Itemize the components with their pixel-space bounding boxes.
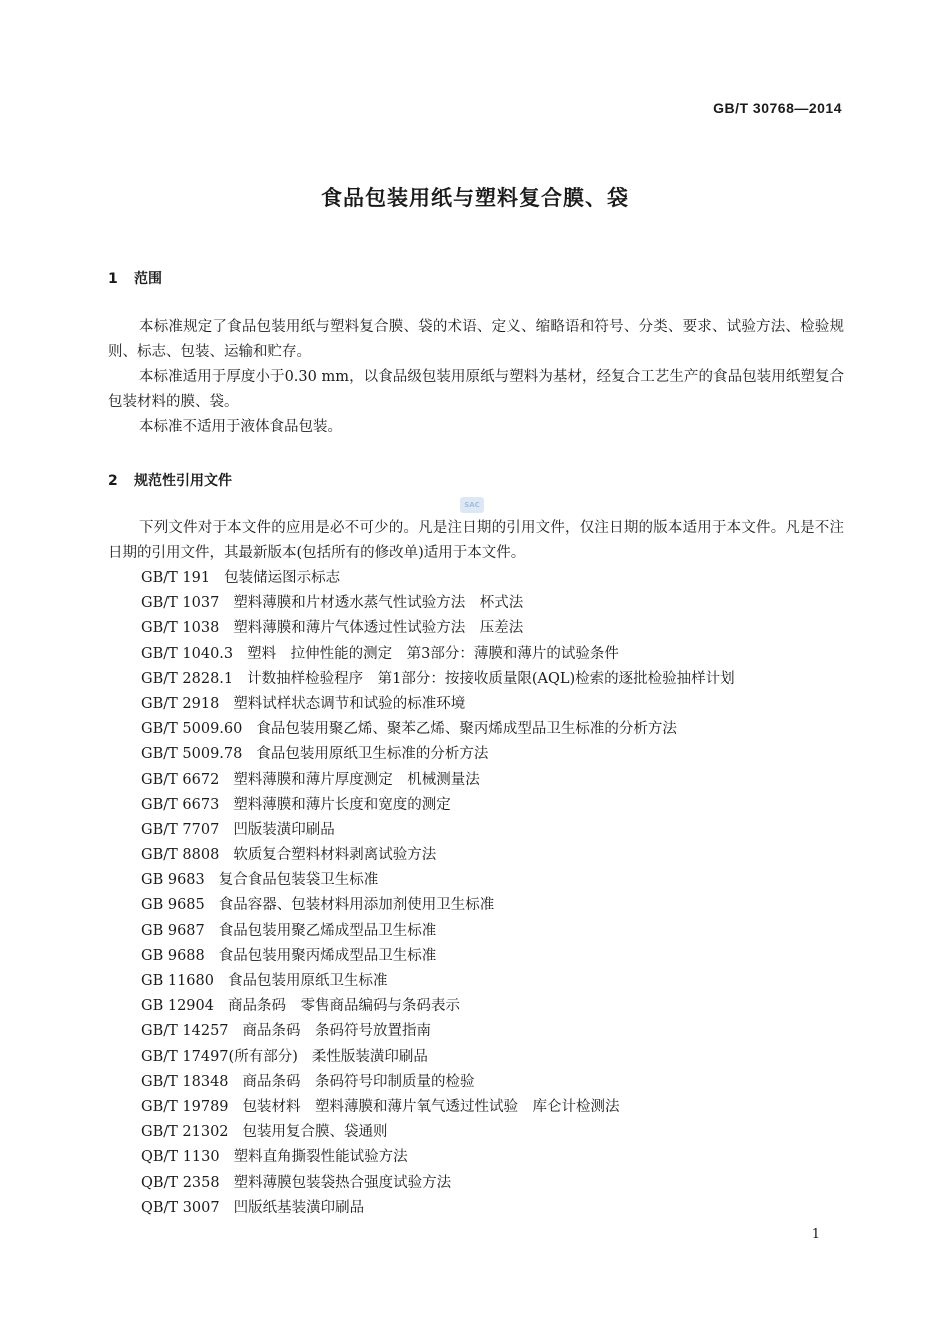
reference-item xyxy=(141,1171,735,1196)
reference-code: GB/T 8808 xyxy=(141,847,220,864)
section-number: 2 xyxy=(108,473,118,489)
reference-item xyxy=(141,642,735,667)
scope-paragraph-1: 本标准规定了食品包装用纸与塑料复合膜、袋的术语、定义、缩略语和符号、分类、要求、试验方法、检验规则、标志、包装、运输和贮存。 xyxy=(108,319,844,360)
reference-code: GB 9687 xyxy=(141,922,205,939)
reference-item xyxy=(141,793,735,818)
reference-code: GB 12904 xyxy=(141,998,214,1015)
reference-title: 食品包装用原纸卫生标准的分析方法 xyxy=(256,746,489,763)
reference-code: GB/T 1040.3 xyxy=(141,645,234,662)
reference-item xyxy=(141,717,735,742)
reference-code: GB/T 191 xyxy=(141,570,211,586)
reference-code: QB/T 2358 xyxy=(141,1174,220,1191)
reference-item xyxy=(141,969,735,994)
reference-title: 塑料薄膜和片材透水蒸气性试验方法 杯式法 xyxy=(233,595,524,612)
page-number: 1 xyxy=(811,1227,820,1242)
reference-title: 塑料薄膜和薄片长度和宽度的测定 xyxy=(233,796,451,813)
reference-code: QB/T 1130 xyxy=(141,1149,220,1166)
reference-code: QB/T 3007 xyxy=(141,1199,220,1216)
reference-code: GB/T 1038 xyxy=(141,620,220,637)
reference-title: 商品条码 条码符号放置指南 xyxy=(242,1023,432,1040)
reference-title: 凹版装潢印刷品 xyxy=(233,821,335,838)
reference-title: 包装用复合膜、袋通则 xyxy=(242,1124,388,1141)
reference-item xyxy=(141,742,735,767)
reference-code: GB/T 5009.60 xyxy=(141,721,243,738)
reference-code: GB 9685 xyxy=(141,897,205,914)
reference-title: 包装材料 塑料薄膜和薄片氧气透过性试验 库仑计检测法 xyxy=(242,1098,620,1115)
reference-title: 塑料试样状态调节和试验的标准环境 xyxy=(233,695,466,712)
reference-title: 食品包装用聚丙烯成型品卫生标准 xyxy=(218,947,437,964)
reference-item xyxy=(141,1196,735,1221)
reference-item xyxy=(141,768,735,793)
reference-code: GB/T 6673 xyxy=(141,796,220,813)
section-heading-scope xyxy=(108,268,162,288)
reference-item xyxy=(141,566,735,591)
reference-list xyxy=(141,566,735,1221)
reference-item xyxy=(141,1120,735,1145)
reference-title: 塑料薄膜和薄片厚度测定 机械测量法 xyxy=(233,771,480,788)
reference-item xyxy=(141,893,735,918)
reference-item xyxy=(141,868,735,893)
standard-code: GB/T 30768—2014 xyxy=(713,100,842,116)
reference-item xyxy=(141,1070,735,1095)
document-title: 食品包装用纸与塑料复合膜、袋 xyxy=(321,186,629,210)
reference-item xyxy=(141,692,735,717)
reference-item xyxy=(141,919,735,944)
reference-code: GB/T 2828.1 xyxy=(141,670,234,687)
reference-code: GB/T 19789 xyxy=(141,1098,229,1115)
reference-item xyxy=(141,944,735,969)
reference-code: GB/T 6672 xyxy=(141,771,220,788)
reference-code: GB/T 2918 xyxy=(141,695,220,712)
watermark-logo: SAC xyxy=(460,497,484,513)
reference-item xyxy=(141,616,735,641)
references-intro-paragraph: 下列文件对于本文件的应用是必不可少的。凡是注日期的引用文件，仅注日期的版本适用于本文件。凡是不注日期的引用文件，其最新版本(包括所有的修改单)适用于本文件。 xyxy=(108,520,844,561)
section-title: 规范性引用文件 xyxy=(134,473,232,489)
reference-title: 柔性版装潢印刷品 xyxy=(311,1048,428,1065)
reference-title: 商品条码 条码符号印制质量的检验 xyxy=(242,1073,475,1090)
reference-code: GB 11680 xyxy=(141,973,214,989)
reference-code: GB/T 21302 xyxy=(141,1124,229,1141)
reference-item xyxy=(141,1019,735,1044)
reference-code: GB 9688 xyxy=(141,947,205,964)
section-heading-normative-references xyxy=(108,470,232,490)
reference-title: 商品条码 零售商品编码与条码表示 xyxy=(227,998,460,1015)
reference-title: 塑料 拉伸性能的测定 第3部分：薄膜和薄片的试验条件 xyxy=(247,645,619,662)
reference-code: GB 9683 xyxy=(141,872,205,889)
section-title: 范围 xyxy=(134,271,162,287)
reference-code: GB/T 14257 xyxy=(141,1023,229,1040)
reference-code: GB/T 7707 xyxy=(141,821,220,838)
reference-title: 计数抽样检验程序 第1部分：按接收质量限(AQL)检索的逐批检验抽样计划 xyxy=(247,670,735,687)
reference-item xyxy=(141,1095,735,1120)
reference-title: 塑料薄膜包装袋热合强度试验方法 xyxy=(233,1174,452,1191)
reference-item xyxy=(141,591,735,616)
reference-item xyxy=(141,994,735,1019)
reference-item xyxy=(141,818,735,843)
reference-code: GB/T 1037 xyxy=(141,595,220,612)
reference-title: 食品包装用原纸卫生标准 xyxy=(227,973,388,989)
reference-item xyxy=(141,1145,735,1170)
section-number: 1 xyxy=(108,271,118,287)
reference-title: 食品包装用聚乙烯成型品卫生标准 xyxy=(218,922,437,939)
reference-code: GB/T 17497(所有部分) xyxy=(141,1048,298,1065)
reference-code: GB/T 5009.78 xyxy=(141,746,243,763)
reference-item xyxy=(141,1045,735,1070)
scope-paragraph-2: 本标准适用于厚度小于0.30 mm，以食品级包装用原纸与塑料为基材，经复合工艺生产的食品包装用纸塑复合包装材料的膜、袋。 xyxy=(108,369,844,410)
reference-title: 软质复合塑料材料剥离试验方法 xyxy=(233,847,437,864)
reference-item xyxy=(141,843,735,868)
reference-title: 凹版纸基装潢印刷品 xyxy=(233,1199,365,1216)
reference-title: 塑料薄膜和薄片气体透过性试验方法 压差法 xyxy=(233,620,524,637)
scope-paragraph-3: 本标准不适用于液体食品包装。 xyxy=(139,419,342,435)
reference-title: 食品包装用聚乙烯、聚苯乙烯、聚丙烯成型品卫生标准的分析方法 xyxy=(256,721,677,738)
reference-code: GB/T 18348 xyxy=(141,1073,229,1090)
reference-item xyxy=(141,667,735,692)
reference-title: 塑料直角撕裂性能试验方法 xyxy=(233,1149,408,1166)
reference-title: 包装储运图示标志 xyxy=(224,570,341,586)
reference-title: 复合食品包装袋卫生标准 xyxy=(218,872,379,889)
reference-title: 食品容器、包装材料用添加剂使用卫生标准 xyxy=(218,897,495,914)
